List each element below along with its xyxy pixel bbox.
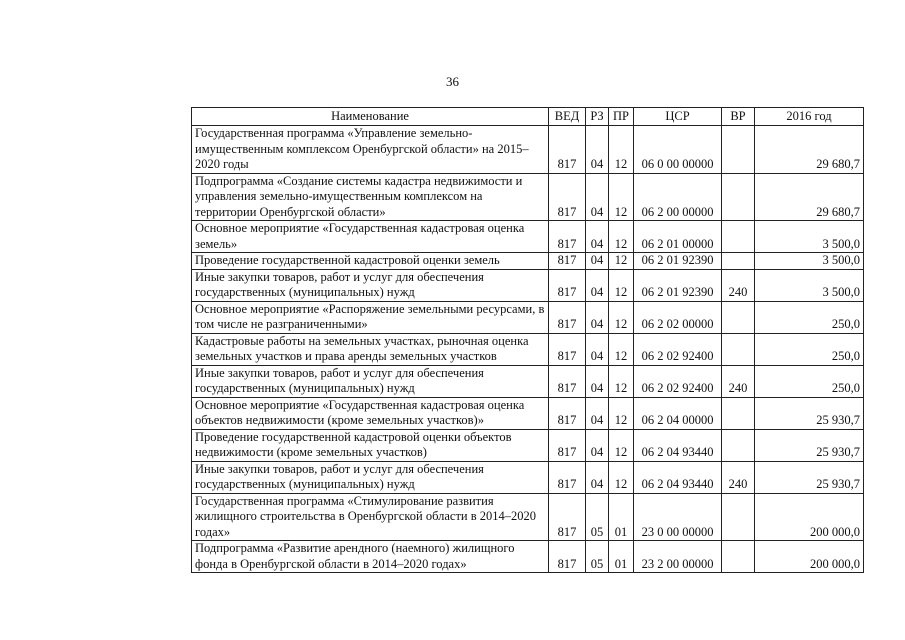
budget-table (191, 107, 864, 573)
cell-ved: 817 (549, 365, 586, 397)
cell-name: Государственная программа «Стимулирование развития жилищного строительства в Оренбургской области в 2014–2020 годах» (192, 493, 549, 541)
cell-rz: 04 (586, 126, 609, 174)
cell-amount: 3 500,0 (755, 221, 864, 253)
cell-vr (722, 493, 755, 541)
cell-rz: 04 (586, 333, 609, 365)
cell-vr (722, 253, 755, 270)
cell-rz: 04 (586, 173, 609, 221)
cell-pr: 12 (609, 301, 634, 333)
cell-name: Подпрограмма «Создание системы кадастра недвижимости и управления земельно-имущественным комплексом на территории Оренбургской области» (192, 173, 549, 221)
cell-pr: 12 (609, 253, 634, 270)
cell-csr: 23 0 00 00000 (634, 493, 722, 541)
cell-pr: 01 (609, 493, 634, 541)
cell-rz: 04 (586, 365, 609, 397)
cell-amount: 250,0 (755, 301, 864, 333)
cell-name: Проведение государственной кадастровой оценки земель (192, 253, 549, 270)
cell-ved: 817 (549, 253, 586, 270)
cell-name: Кадастровые работы на земельных участках, рыночная оценка земельных участков и права аренды земельных участков (192, 333, 549, 365)
cell-amount: 25 930,7 (755, 461, 864, 493)
cell-name: Проведение государственной кадастровой оценки объектов недвижимости (кроме земельных участков) (192, 429, 549, 461)
cell-pr: 12 (609, 333, 634, 365)
cell-name: Основное мероприятие «Государственная кадастровая оценка земель» (192, 221, 549, 253)
cell-ved: 817 (549, 269, 586, 301)
cell-csr: 06 2 02 92400 (634, 333, 722, 365)
cell-name: Иные закупки товаров, работ и услуг для обеспечения государственных (муниципальных) нужд (192, 461, 549, 493)
cell-vr (722, 221, 755, 253)
cell-csr: 06 2 00 00000 (634, 173, 722, 221)
table-body (192, 126, 864, 573)
cell-csr: 06 2 02 92400 (634, 365, 722, 397)
table-row (192, 397, 864, 429)
cell-amount: 250,0 (755, 365, 864, 397)
cell-vr (722, 126, 755, 174)
cell-rz: 04 (586, 429, 609, 461)
cell-ved: 817 (549, 541, 586, 573)
header-year: 2016 год (755, 108, 864, 126)
cell-vr: 240 (722, 461, 755, 493)
table-row (192, 301, 864, 333)
cell-pr: 12 (609, 173, 634, 221)
cell-ved: 817 (549, 493, 586, 541)
cell-pr: 12 (609, 397, 634, 429)
cell-csr: 06 2 04 00000 (634, 397, 722, 429)
table-row (192, 429, 864, 461)
table-header (192, 108, 864, 126)
cell-amount: 29 680,7 (755, 126, 864, 174)
cell-ved: 817 (549, 173, 586, 221)
table-row (192, 333, 864, 365)
header-csr: ЦСР (634, 108, 722, 126)
table-row (192, 173, 864, 221)
cell-pr: 12 (609, 126, 634, 174)
cell-vr: 240 (722, 365, 755, 397)
header-row (192, 108, 864, 126)
cell-name: Основное мероприятие «Распоряжение земельными ресурсами, в том числе не разграниченными» (192, 301, 549, 333)
cell-csr: 06 2 01 92390 (634, 269, 722, 301)
cell-vr (722, 429, 755, 461)
table-row (192, 253, 864, 270)
table-row (192, 493, 864, 541)
table-row (192, 126, 864, 174)
table-row (192, 461, 864, 493)
cell-ved: 817 (549, 461, 586, 493)
page-number: 36 (446, 74, 459, 89)
cell-amount: 3 500,0 (755, 253, 864, 270)
cell-name: Иные закупки товаров, работ и услуг для обеспечения государственных (муниципальных) нужд (192, 269, 549, 301)
cell-pr: 12 (609, 221, 634, 253)
cell-ved: 817 (549, 126, 586, 174)
cell-pr: 01 (609, 541, 634, 573)
cell-rz: 05 (586, 493, 609, 541)
cell-csr: 06 2 02 00000 (634, 301, 722, 333)
cell-ved: 817 (549, 429, 586, 461)
header-pr: ПР (609, 108, 634, 126)
cell-vr: 240 (722, 269, 755, 301)
cell-rz: 05 (586, 541, 609, 573)
cell-csr: 06 2 04 93440 (634, 461, 722, 493)
cell-rz: 04 (586, 221, 609, 253)
cell-amount: 25 930,7 (755, 397, 864, 429)
cell-pr: 12 (609, 365, 634, 397)
cell-ved: 817 (549, 221, 586, 253)
cell-name: Иные закупки товаров, работ и услуг для обеспечения государственных (муниципальных) нужд (192, 365, 549, 397)
table-row (192, 221, 864, 253)
cell-name: Основное мероприятие «Государственная кадастровая оценка объектов недвижимости (кроме земельных участков)» (192, 397, 549, 429)
cell-ved: 817 (549, 333, 586, 365)
header-ved: ВЕД (549, 108, 586, 126)
cell-vr (722, 301, 755, 333)
cell-vr (722, 333, 755, 365)
cell-pr: 12 (609, 269, 634, 301)
cell-amount: 200 000,0 (755, 541, 864, 573)
cell-pr: 12 (609, 429, 634, 461)
cell-amount: 3 500,0 (755, 269, 864, 301)
cell-rz: 04 (586, 461, 609, 493)
cell-vr (722, 541, 755, 573)
cell-name: Государственная программа «Управление земельно-имущественным комплексом Оренбургской области» на 2015–2020 годы (192, 126, 549, 174)
table-row (192, 541, 864, 573)
cell-csr: 06 2 01 92390 (634, 253, 722, 270)
table-row (192, 365, 864, 397)
cell-ved: 817 (549, 397, 586, 429)
cell-csr: 23 2 00 00000 (634, 541, 722, 573)
cell-pr: 12 (609, 461, 634, 493)
cell-rz: 04 (586, 253, 609, 270)
cell-ved: 817 (549, 301, 586, 333)
cell-rz: 04 (586, 269, 609, 301)
cell-vr (722, 173, 755, 221)
cell-csr: 06 2 04 93440 (634, 429, 722, 461)
header-vr: ВР (722, 108, 755, 126)
cell-csr: 06 2 01 00000 (634, 221, 722, 253)
cell-rz: 04 (586, 397, 609, 429)
cell-amount: 200 000,0 (755, 493, 864, 541)
header-name: Наименование (192, 108, 549, 126)
cell-amount: 29 680,7 (755, 173, 864, 221)
cell-csr: 06 0 00 00000 (634, 126, 722, 174)
cell-rz: 04 (586, 301, 609, 333)
cell-amount: 250,0 (755, 333, 864, 365)
table-row (192, 269, 864, 301)
header-rz: РЗ (586, 108, 609, 126)
cell-vr (722, 397, 755, 429)
cell-amount: 25 930,7 (755, 429, 864, 461)
cell-name: Подпрограмма «Развитие арендного (наемного) жилищного фонда в Оренбургской области в 2014–2020 годах» (192, 541, 549, 573)
